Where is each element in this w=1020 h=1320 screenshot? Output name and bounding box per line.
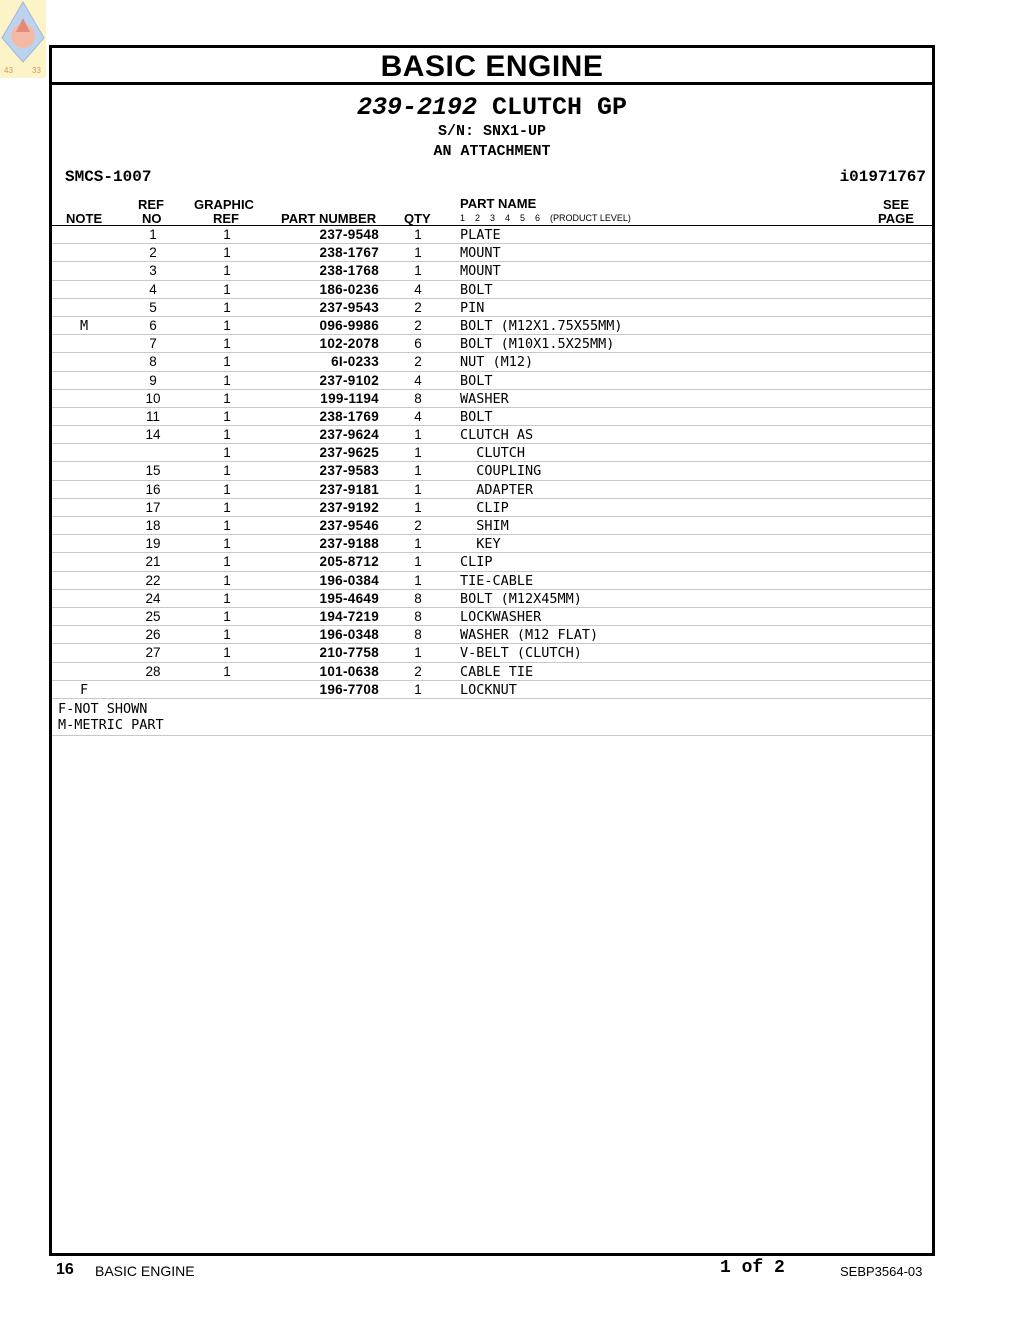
part-number-cell: 237-9181: [319, 481, 379, 497]
table-row: [52, 681, 932, 699]
graphic-ref-cell: 1: [223, 481, 231, 497]
table-row: [52, 372, 932, 390]
part-number-cell: 196-0384: [319, 572, 379, 588]
graphic-ref-cell: 1: [223, 317, 231, 333]
group-title: [52, 93, 932, 122]
graphic-ref-cell: 1: [223, 590, 231, 606]
table-row: [52, 317, 932, 335]
col-ref-line2: NO: [142, 211, 162, 226]
part-number-cell: 237-9188: [319, 536, 379, 552]
parts-table-body: [52, 226, 932, 699]
note-cell: F: [80, 681, 89, 698]
attachment-label: AN ATTACHMENT: [433, 143, 551, 160]
part-name-cell: V-BELT (CLUTCH): [460, 645, 582, 662]
graphic-ref-cell: 1: [223, 372, 231, 388]
logo-right-number: 33: [32, 66, 41, 75]
ref-no-cell: 18: [145, 518, 161, 533]
part-name-cell: CLIP: [460, 554, 493, 571]
illustration-id: i01971767: [839, 168, 926, 186]
ref-no-cell: 8: [149, 354, 157, 370]
part-name-cell: PLATE: [460, 227, 501, 243]
table-row: [52, 262, 932, 280]
notes-legend: [52, 699, 932, 736]
graphic-ref-cell: 1: [223, 554, 231, 570]
smcs-code: SMCS-1007: [65, 168, 152, 186]
graphic-ref-cell: 1: [223, 245, 231, 261]
part-name-cell: PIN: [460, 299, 485, 316]
graphic-ref-cell: 1: [223, 408, 231, 424]
graphic-ref-cell: 1: [223, 445, 231, 461]
part-number-cell: 195-4649: [319, 590, 379, 606]
ref-no-cell: 15: [145, 463, 161, 479]
table-row: [52, 481, 932, 499]
ref-no-cell: 17: [145, 499, 161, 515]
qty-cell: 2: [414, 354, 422, 370]
part-number-cell: 237-9548: [319, 227, 379, 242]
part-name-cell: ADAPTER: [460, 481, 534, 498]
part-number-cell: 238-1768: [319, 263, 379, 279]
ref-no-cell: 19: [145, 536, 161, 552]
col-graphic-line1: GRAPHIC: [194, 197, 254, 212]
qty-cell: 1: [414, 554, 422, 570]
graphic-ref-cell: 1: [223, 627, 231, 643]
group-part-number: 239-2192: [356, 93, 477, 122]
serial-range: S/N: SNX1-UP: [437, 123, 547, 140]
qty-cell: 4: [414, 372, 422, 388]
graphic-ref-cell: 1: [223, 608, 231, 624]
table-row: [52, 390, 932, 408]
part-number-cell: 237-9192: [319, 499, 379, 515]
ref-no-cell: 21: [145, 554, 161, 570]
table-header: [52, 197, 932, 226]
part-number-cell: 237-9625: [319, 445, 379, 461]
graphic-ref-cell: 1: [223, 572, 231, 588]
logo-left-number: 43: [4, 66, 13, 75]
note-cell: M: [80, 317, 89, 334]
table-row: [52, 590, 932, 608]
col-see-line2: PAGE: [878, 211, 914, 226]
qty-cell: 1: [414, 427, 422, 443]
parts-page-frame: [49, 45, 935, 1256]
ref-no-cell: 7: [149, 336, 157, 352]
qty-cell: 1: [414, 536, 422, 552]
part-number-cell: 186-0236: [319, 281, 379, 297]
col-note: NOTE: [66, 211, 103, 226]
graphic-ref-cell: 1: [223, 463, 231, 479]
part-number-cell: 237-9583: [319, 463, 379, 479]
part-number-cell: 102-2078: [319, 336, 379, 352]
qty-cell: 1: [414, 463, 422, 479]
qty-cell: 8: [414, 390, 422, 406]
qty-cell: 8: [414, 590, 422, 606]
ref-no-cell: 2: [149, 245, 157, 261]
graphic-ref-cell: 1: [223, 227, 231, 242]
table-row: [52, 663, 932, 681]
qty-cell: 2: [414, 663, 422, 679]
ref-no-cell: 26: [145, 627, 161, 643]
part-name-cell: KEY: [460, 536, 501, 553]
part-name-cell: BOLT (M12X45MM): [460, 590, 582, 607]
part-number-cell: 237-9102: [319, 372, 379, 388]
graphic-ref-cell: 1: [223, 427, 231, 443]
group-title-block: [52, 85, 932, 197]
table-row: [52, 499, 932, 517]
graphic-ref-cell: 1: [223, 663, 231, 679]
ref-no-cell: 6: [149, 317, 157, 333]
part-number-cell: 210-7758: [319, 645, 379, 661]
table-row: [52, 626, 932, 644]
part-name-cell: MOUNT: [460, 245, 501, 262]
qty-cell: 2: [414, 518, 422, 533]
qty-cell: 2: [414, 299, 422, 315]
qty-cell: 4: [414, 281, 422, 297]
ref-no-cell: 22: [145, 572, 161, 588]
part-number-cell: 237-9624: [319, 427, 379, 443]
ref-no-cell: 16: [145, 481, 161, 497]
table-row: [52, 553, 932, 571]
qty-cell: 1: [414, 445, 422, 461]
part-number-cell: 6I-0233: [331, 354, 379, 370]
footer-page-number: 16: [56, 1261, 74, 1278]
part-name-cell: CLUTCH: [460, 445, 526, 462]
part-number-cell: 194-7219: [319, 608, 379, 624]
ref-no-cell: 9: [149, 372, 157, 388]
table-row: [52, 353, 932, 371]
part-name-cell: LOCKNUT: [460, 681, 517, 698]
part-number-cell: 238-1769: [319, 408, 379, 424]
table-row: [52, 535, 932, 553]
qty-cell: 6: [414, 336, 422, 352]
table-row: [52, 426, 932, 444]
part-name-cell: WASHER (M12 FLAT): [460, 627, 599, 644]
part-name-cell: NUT (M12): [460, 354, 534, 371]
part-number-cell: 205-8712: [319, 554, 379, 570]
table-row: [52, 335, 932, 353]
graphic-ref-cell: 1: [223, 263, 231, 279]
footer-section: BASIC ENGINE: [95, 1263, 195, 1279]
qty-cell: 1: [414, 481, 422, 497]
qty-cell: 1: [414, 227, 422, 242]
qty-cell: 4: [414, 408, 422, 424]
ref-no-cell: 14: [145, 427, 161, 443]
col-part-number: PART NUMBER: [281, 211, 377, 226]
publisher-logo: [0, 0, 46, 78]
qty-cell: 8: [414, 608, 422, 624]
ref-no-cell: 1: [149, 227, 157, 242]
page-footer: [0, 1258, 1020, 1282]
part-name-cell: LOCKWASHER: [460, 608, 542, 625]
qty-cell: 1: [414, 245, 422, 261]
ref-no-cell: 11: [145, 408, 160, 424]
table-row: [52, 608, 932, 626]
part-number-cell: 237-9543: [319, 299, 379, 315]
part-number-cell: 096-9986: [319, 317, 379, 333]
table-row: [52, 244, 932, 262]
part-number-cell: 238-1767: [319, 245, 379, 261]
graphic-ref-cell: 1: [223, 499, 231, 515]
part-name-cell: SHIM: [460, 518, 509, 534]
note-line: M-METRIC PART: [58, 716, 164, 733]
part-number-cell: 237-9546: [319, 518, 379, 533]
ref-no-cell: 3: [149, 263, 157, 279]
ref-no-cell: 5: [149, 299, 157, 315]
col-ref-line1: REF: [138, 197, 164, 212]
graphic-ref-cell: 1: [223, 299, 231, 315]
table-row: [52, 281, 932, 299]
qty-cell: 1: [414, 645, 422, 661]
section-banner: BASIC ENGINE: [52, 48, 932, 85]
part-name-cell: BOLT (M10X1.5X25MM): [460, 336, 615, 353]
col-product-level: 1 2 3 4 5 6 (PRODUCT LEVEL): [460, 213, 631, 223]
graphic-ref-cell: 1: [223, 336, 231, 352]
part-name-cell: MOUNT: [460, 263, 501, 280]
part-number-cell: 196-0348: [319, 627, 379, 643]
table-row: [52, 517, 932, 535]
part-name-cell: WASHER: [460, 390, 509, 407]
footer-page-count: 1 of 2: [720, 1258, 785, 1278]
part-name-cell: TIE-CABLE: [460, 572, 534, 589]
part-name-cell: BOLT (M12X1.75X55MM): [460, 317, 623, 334]
part-name-cell: CABLE TIE: [460, 663, 534, 680]
col-graphic-line2: REF: [213, 211, 239, 226]
footer-document-number: SEBP3564-03: [840, 1264, 923, 1279]
table-row: [52, 644, 932, 662]
graphic-ref-cell: 1: [223, 281, 231, 297]
part-name-cell: CLIP: [460, 499, 509, 516]
part-number-cell: 196-7708: [319, 681, 379, 697]
ref-no-cell: 24: [145, 590, 161, 606]
ref-no-cell: 27: [145, 645, 161, 661]
part-name-cell: COUPLING: [460, 463, 542, 480]
table-row: [52, 408, 932, 426]
ref-no-cell: 4: [149, 281, 157, 297]
part-number-cell: 101-0638: [319, 663, 379, 679]
graphic-ref-cell: 1: [223, 645, 231, 661]
note-line: F-NOT SHOWN: [58, 700, 148, 717]
graphic-ref-cell: 1: [223, 390, 231, 406]
qty-cell: 1: [414, 572, 422, 588]
qty-cell: 8: [414, 627, 422, 643]
table-row: [52, 462, 932, 480]
ref-no-cell: 28: [145, 663, 161, 679]
part-name-cell: BOLT: [460, 281, 493, 298]
part-name-cell: CLUTCH AS: [460, 427, 534, 444]
qty-cell: 1: [414, 263, 422, 279]
table-row: [52, 572, 932, 590]
part-name-cell: BOLT: [460, 408, 493, 425]
col-see-line1: SEE: [883, 197, 910, 212]
part-name-cell: BOLT: [460, 372, 493, 389]
ref-no-cell: 10: [145, 390, 161, 406]
ref-no-cell: 25: [145, 608, 161, 624]
qty-cell: 1: [414, 499, 422, 515]
qty-cell: 1: [414, 681, 422, 697]
graphic-ref-cell: 1: [223, 518, 231, 533]
qty-cell: 2: [414, 317, 422, 333]
part-number-cell: 199-1194: [320, 390, 379, 406]
col-qty: QTY: [404, 211, 431, 226]
col-part-name: PART NAME: [460, 196, 537, 211]
graphic-ref-cell: 1: [223, 536, 231, 552]
table-row: [52, 299, 932, 317]
graphic-ref-cell: 1: [223, 354, 231, 370]
table-row: [52, 226, 932, 244]
table-row: [52, 444, 932, 462]
group-name: CLUTCH GP: [492, 93, 628, 122]
